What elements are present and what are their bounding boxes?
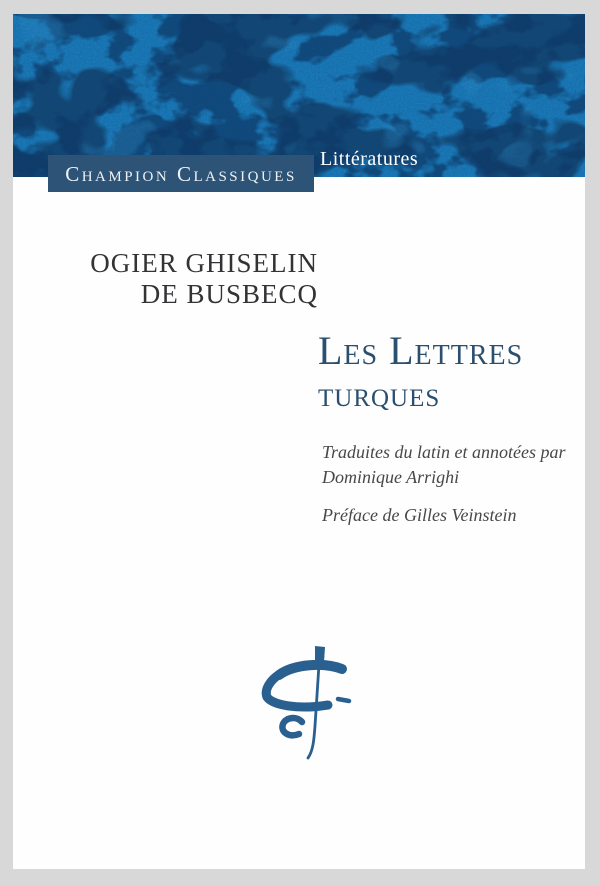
title-line-1: Les Lettres	[318, 328, 524, 373]
collection-banner	[48, 155, 314, 192]
title-line-2: turques	[318, 375, 441, 414]
book-title	[318, 330, 523, 416]
credit-line-1: Traduites du latin et annotées par	[322, 442, 566, 462]
author-line-2: DE BUSBECQ	[140, 279, 318, 309]
series-label: Littératures	[320, 148, 419, 170]
publisher-logo	[252, 638, 357, 763]
author-line-1: OGIER GHISELIN	[90, 248, 318, 278]
champion-monogram-icon	[252, 638, 357, 763]
author-name	[0, 248, 318, 310]
collection-name: Champion Classiques	[65, 161, 297, 186]
credit-line-2: Dominique Arrighi	[322, 467, 460, 487]
preface-credit: Préface de Gilles Veinstein	[322, 505, 517, 525]
marble-texture-image	[13, 14, 585, 177]
marbled-paper-artwork	[13, 14, 585, 177]
translation-credit	[322, 440, 566, 490]
